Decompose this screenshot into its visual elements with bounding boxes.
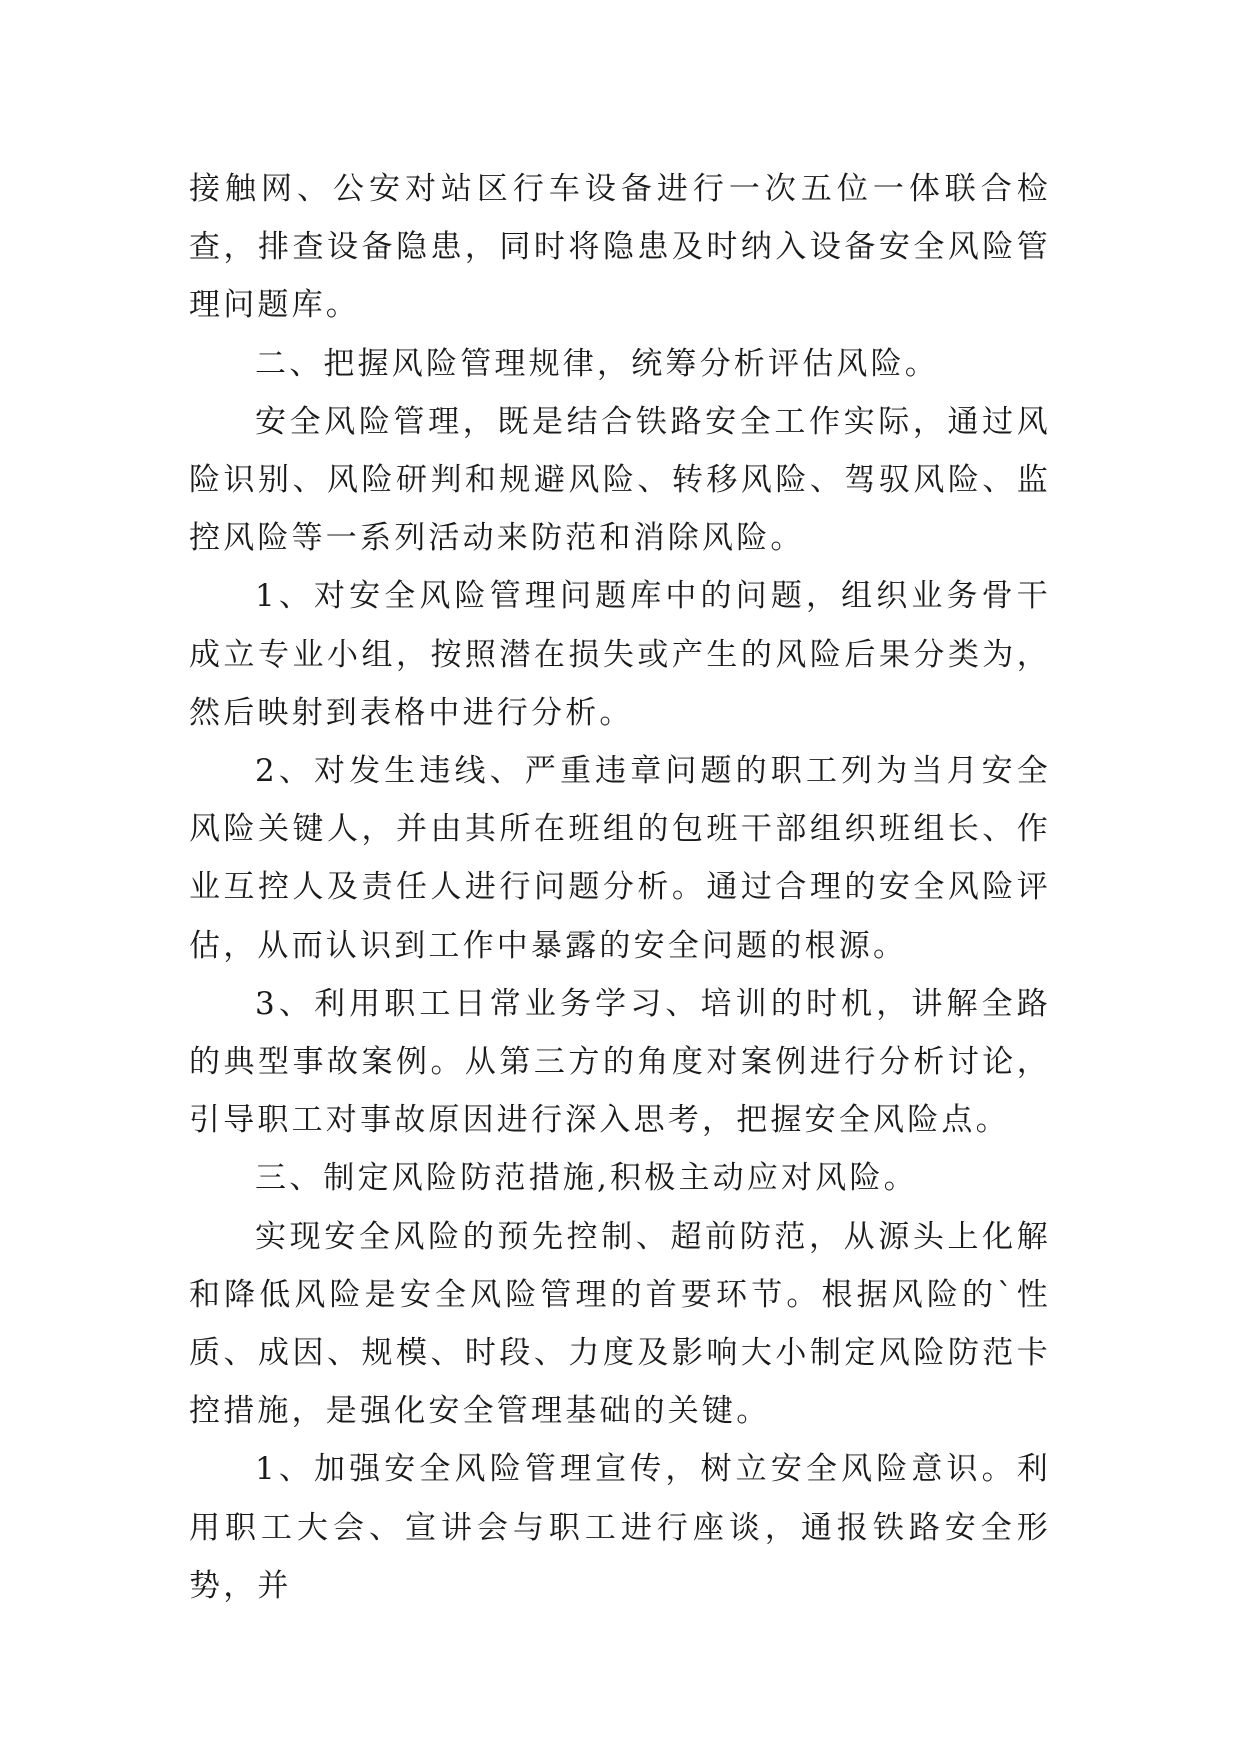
paragraph: 实现安全风险的预先控制、超前防范，从源头上化解和降低风险是安全风险管理的首要环节。根据风险的`性质、成因、规模、时段、力度及影响大小制定风险防范卡控措施，是强化安全管理基础的关键。 <box>189 1218 1051 1430</box>
section-heading-3: 三、制定风险防范措施,积极主动应对风险。 <box>255 1160 918 1197</box>
list-item-3: 3、利用职工日常业务学习、培训的时机，讲解全路的典型事故案例。从第三方的角度对案例进行分析讨论，引导职工对事故原因进行深入思考，把握安全风险点。 <box>189 985 1051 1139</box>
document-body <box>189 160 1051 1615</box>
list-item-2: 2、对发生违线、严重违章问题的职工列为当月安全风险关键人，并由其所在班组的包班干部组织班组长、作业互控人及责任人进行问题分析。通过合理的安全风险评估，从而认识到工作中暴露的安全问题的根源。 <box>189 753 1051 964</box>
section-heading-2: 二、把握风险管理规律，统筹分析评估风险。 <box>255 345 939 382</box>
list-item-1: 1、对安全风险管理问题库中的问题，组织业务骨干成立专业小组，按照潜在损失或产生的风险后果分类为，然后映射到表格中进行分析。 <box>189 578 1051 731</box>
list-item-1: 1、加强安全风险管理宣传，树立安全风险意识。利用职工大会、宣讲会与职工进行座谈，通报铁路安全形势，并 <box>189 1451 1051 1604</box>
paragraph: 安全风险管理，既是结合铁路安全工作实际，通过风险识别、风险研判和规避风险、转移风险、驾驭风险、监控风险等一系列活动来防范和消除风险。 <box>189 403 1051 557</box>
paragraph-continuation: 接触网、公安对站区行车设备进行一次五位一体联合检查，排查设备隐患，同时将隐患及时纳入设备安全风险管理问题库。 <box>189 171 1051 324</box>
